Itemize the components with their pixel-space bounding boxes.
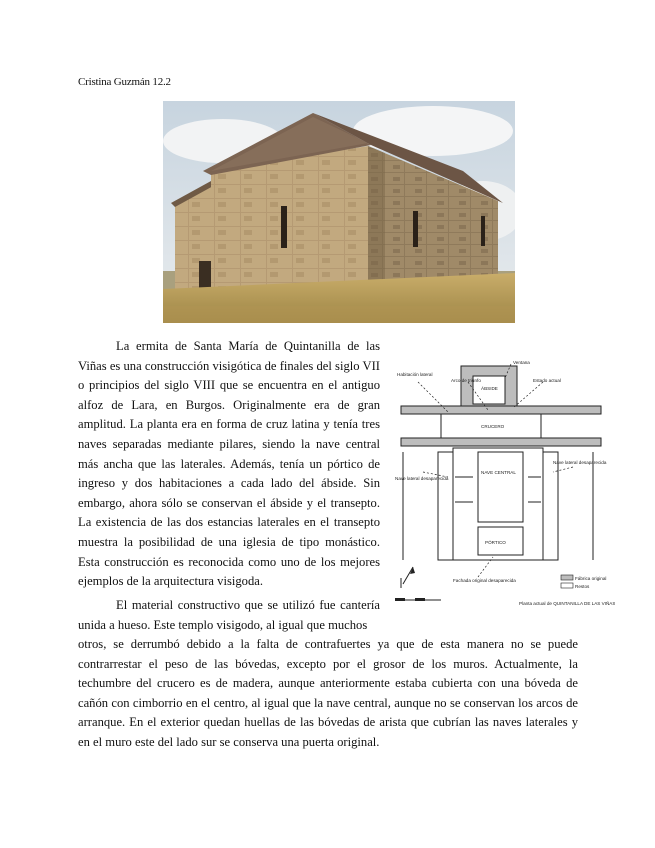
floor-plan — [393, 352, 615, 610]
plan-label-nave: NAVE CENTRAL — [481, 470, 516, 475]
plan-label-top-right: Estado actual — [533, 378, 561, 383]
paragraph-2-continued: otros, se derrumbó debido a la falta de contrafuertes ya que de esta manera no se puede contrarrestar el peso de las bóvedas, excepto por el grosor de los muros. Actualmente, la techumbre del crucero es de madera, aunque anteriormente estaba cubierta con una bóveda de cañón con cimborrio en el centro, al igual que la nave central, aunque no se conservan los arcos de arranque. En el exterior quedan huellas de las bóvedas de arista que cubrían las naves laterales y en el muro este del lado sur se conserva una puerta original. — [78, 637, 578, 749]
plan-label-right: Nave lateral desaparecida — [553, 460, 607, 465]
paragraph-2-start: El material constructivo que se utilizó fue cantería unida a hueso. Este templo visigodo, al igual que muchos — [78, 598, 380, 632]
plan-label-left: Nave lateral desaparecida — [395, 476, 449, 481]
plan-label-top-left: Habitación lateral — [397, 372, 433, 377]
plan-credit: Planta actual de QUINTANILLA DE LAS VIÑAS — [519, 601, 615, 606]
plan-label-portico: PÓRTICO — [485, 540, 506, 545]
author-line: Cristina Guzmán 12.2 — [78, 76, 171, 88]
church-photo-icon — [163, 101, 515, 323]
north-arrow-icon — [401, 567, 415, 588]
scale-bar-icon — [395, 598, 441, 601]
floor-plan-drawing — [393, 352, 615, 610]
church-photo — [163, 101, 515, 323]
plan-label-top-mid: Arco de triunfo — [451, 378, 481, 383]
plan-label-top-far: Ventana — [513, 360, 530, 365]
plan-legend-2: Restos — [575, 584, 590, 589]
plan-label-bottom: Fachada original desaparecida — [453, 578, 516, 583]
plan-legend-1: Fábrica original — [575, 576, 607, 581]
plan-label-apse: ÁBSIDE — [481, 386, 498, 391]
paragraph-1: La ermita de Santa María de Quintanilla de las Viñas es una construcción visigótica de finales del siglo VII o principios del siglo VIII que se encuentra en el antiguo alfoz de Lara, en Burgos. Originalmente era de gran amplitud. La planta era en forma de cruz latina y tenía tres naves separadas mediante pilares, siendo la nave central más ancha que las laterales. Además, tenía un pórtico de ingreso y dos habitaciones a cada lado del ábside. Sin embargo, ahora sólo se conservan el ábside y el transepto. La existencia de las dos estancias laterales en el transepto muestra la posibilidad de una iglesia de tipo monástico. Esta construcción es reconocida como uno de los mejores ejemplos de la arquitectura visigoda. — [78, 339, 380, 589]
plan-label-transept: CRUCERO — [481, 424, 505, 429]
